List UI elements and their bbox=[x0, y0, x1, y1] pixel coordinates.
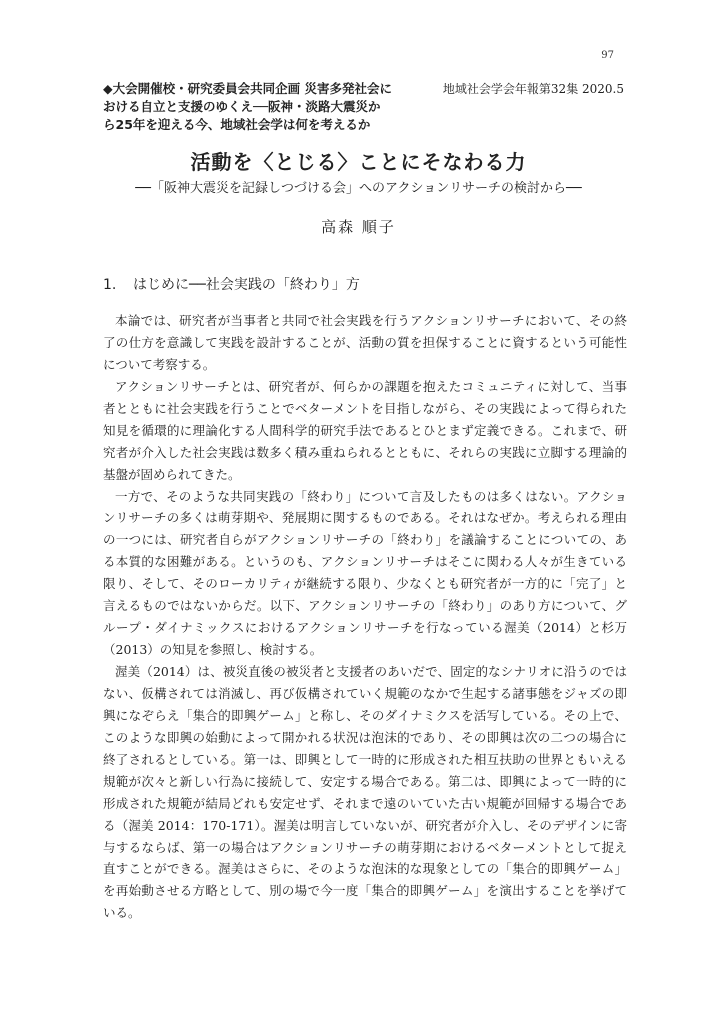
body-line: ンリサーチの多くは萌芽期や、発展期に関するものである。それはなぜか。考えられる理由 bbox=[103, 510, 627, 526]
article-header bbox=[103, 80, 624, 134]
article-subtitle: ──「阪神大震災を記録しつづける会」へのアクションリサーチの検討から── bbox=[135, 181, 582, 196]
series-title bbox=[103, 80, 423, 134]
body-line: 本論では、研究者が当事者と共同で社会実践を行うアクションリサーチにおいて、その終 bbox=[115, 313, 627, 328]
body-line: （2013）の知見を参照し、検討する。 bbox=[103, 642, 323, 658]
body-line: る本質的な困難がある。というのも、アクションリサーチはそこに関わる人々が生きている bbox=[103, 554, 627, 570]
body-line: 規範が次々と新しい行為に接続して、安定する場合である。第二は、即興によって一時的に bbox=[103, 773, 627, 789]
body-line: 興になぞらえ「集合的即興ゲーム」と称し、そのダイナミクスを活写している。その上で、 bbox=[103, 707, 627, 723]
author-name: 高森 順子 bbox=[321, 218, 396, 236]
body-text bbox=[103, 310, 627, 924]
body-line: 渥美（2014）は、被災直後の被災者と支援者のあいだで、固定的なシナリオに沿うのでは bbox=[115, 664, 627, 679]
section-heading bbox=[103, 274, 360, 294]
body-line: 究者が介入した社会実践は数多く積み重ねられるとともに、それらの実践に立脚する理論的 bbox=[103, 444, 627, 460]
journal-info: 地域社会学会年報第32集 2020.5 bbox=[442, 82, 624, 96]
body-line: 了の仕方を意識して実践を設計することが、活動の質を担保することに資するという可能性 bbox=[103, 334, 627, 350]
body-line: る（渥美 2014：170-171）。渥美は明言していないが、研究者が介入し、そのデザインに寄 bbox=[103, 817, 627, 833]
section-title: はじめに──社会実践の「終わり」方 bbox=[133, 277, 360, 293]
body-line: 言えるものではないからだ。以下、アクションリサーチの「終わり」のあり方について、グ bbox=[103, 598, 627, 614]
article-title: 活動を〈とじる〉ことにそなわる力 bbox=[190, 150, 527, 174]
body-line: 終了されるとしている。第一は、即興として一時的に形成された相互扶助の世界ともいえる bbox=[103, 751, 627, 767]
body-line: 与するならば、第一の場合はアクションリサーチの萌芽期におけるベターメントとして捉え bbox=[103, 839, 627, 855]
series-title-line: おける自立と支援のゆくえ──阪神・淡路大震災か bbox=[103, 99, 381, 114]
body-line: アクションリサーチとは、研究者が、何らかの課題を抱えたコミュニティに対して、当事 bbox=[115, 378, 627, 394]
body-line: 基盤が固められてきた。 bbox=[103, 466, 241, 482]
page-number: 97 bbox=[601, 50, 614, 61]
body-line: 知見を循環的に理論化する人間科学的研究手法であるとひとまず定義できる。これまで、研 bbox=[103, 422, 627, 438]
body-line: いる。 bbox=[103, 905, 141, 921]
body-line: 限り、そして、そのローカリティが継続する限り、少なくとも研究者が一方的に「完了」と bbox=[103, 576, 627, 592]
section-number: 1. bbox=[103, 277, 117, 293]
series-title-line: ら25年を迎える今、地域社会学は何を考えるか bbox=[103, 117, 371, 132]
body-line: 者とともに社会実践を行うことでベターメントを目指しながら、その実践によって得られた bbox=[103, 400, 627, 416]
body-line: について考察する。 bbox=[103, 356, 216, 372]
body-line: を再始動させる方略として、別の場で今一度「集合的即興ゲーム」を演出することを挙げて bbox=[103, 883, 627, 899]
body-line: 形成された規範が結局どれも安定せず、それまで遠のいていた古い規範が回帰する場合であ bbox=[103, 795, 627, 811]
body-line: 一方で、そのような共同実践の「終わり」について言及したものは多くはない。アクショ bbox=[115, 488, 627, 504]
body-line: 直すことができる。渥美はさらに、そのような泡沫的な現象としての「集合的即興ゲーム」 bbox=[103, 861, 627, 877]
body-line: ない、仮構されては消滅し、再び仮構されていく規範のなかで生起する諸事態をジャズの即 bbox=[103, 685, 627, 701]
body-line: の一つには、研究者自らがアクションリサーチの「終わり」を議論することについての、あ bbox=[103, 532, 627, 548]
series-title-line: ◆大会開催校・研究委員会共同企画 災害多発社会に bbox=[103, 81, 392, 96]
body-line: このような即興の始動によって開かれる状況は泡沫的であり、その即興は次の二つの場合に bbox=[103, 729, 627, 745]
body-line: ループ・ダイナミックスにおけるアクションリサーチを行なっている渥美（2014）と杉万 bbox=[103, 620, 627, 636]
